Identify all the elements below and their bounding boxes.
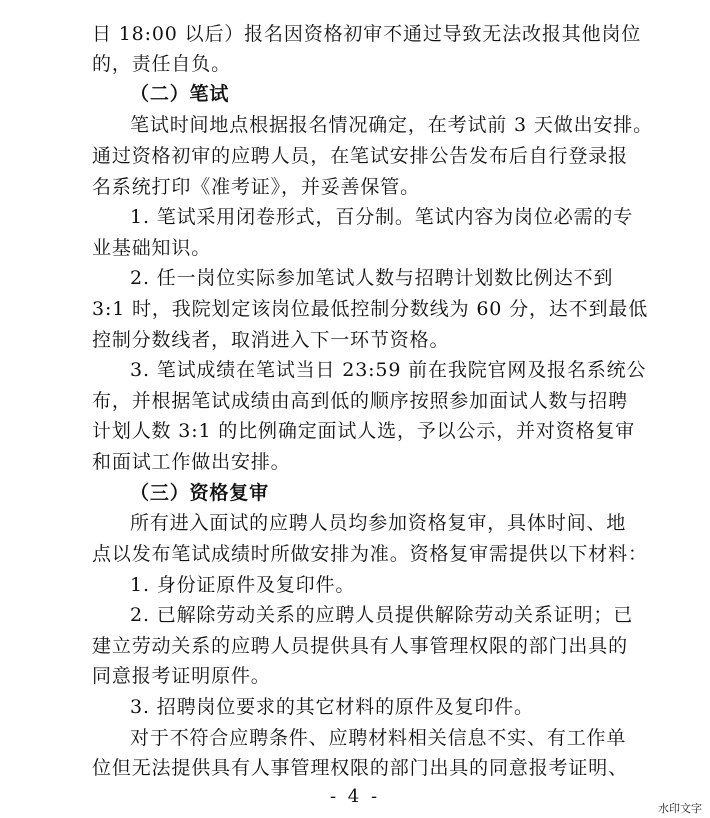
text-line-23: 3. 招聘岗位要求的其它材料的原件及复印件。 [130, 696, 534, 718]
text-line-2: 的，责任自负。 [92, 53, 231, 75]
text-line-22: 同意报考证明原件。 [92, 665, 271, 687]
text-line-24: 对于不符合应聘条件、应聘材料相关信息不实、有工作单 [130, 727, 627, 749]
text-line-5: 通过资格初审的应聘人员，在笔试安排公告发布后自行登录报 [92, 145, 628, 167]
text-line-4: 笔试时间地点根据报名情况确定，在考试前 3 天做出安排。 [130, 114, 653, 136]
text-line-20: 2. 已解除劳动关系的应聘人员提供解除劳动关系证明；已 [130, 604, 634, 626]
text-line-9: 2. 任一岗位实际参加笔试人数与招聘计划数比例达不到 [130, 267, 614, 289]
section-heading-qualification-review: （三）资格复审 [130, 482, 269, 504]
section-heading-written-exam: （二）笔试 [130, 83, 230, 105]
text-line-17: 所有进入面试的应聘人员均参加资格复审，具体时间、地 [130, 512, 627, 534]
text-line-15: 和面试工作做出安排。 [92, 451, 291, 473]
text-line-11: 控制分数线者，取消进入下一环节资格。 [92, 329, 450, 351]
text-line-21: 建立劳动关系的应聘人员提供具有人事管理权限的部门出具的 [92, 635, 628, 657]
watermark-text: 水印文字 [658, 802, 702, 815]
text-line-14: 计划人数 3:1 的比例确定面试人选，予以公示，并对资格复审 [92, 420, 636, 442]
text-line-1: 日 18:00 以后）报名因资格初审不通过导致无法改报其他岗位 [92, 23, 642, 45]
text-line-25: 位但无法提供具有人事管理权限的部门出具的同意报考证明、 [92, 757, 628, 779]
text-line-18: 点以发布笔试成绩时所做安排为准。资格复审需提供以下材料： [92, 543, 648, 565]
text-line-10: 3:1 时，我院划定该岗位最低控制分数线为 60 分，达不到最低 [92, 298, 649, 320]
text-line-6: 名系统打印《准考证》，并妥善保管。 [92, 176, 420, 198]
text-line-8: 业基础知识。 [92, 237, 212, 259]
text-line-13: 布，并根据笔试成绩由高到低的顺序按照参加面试人数与招聘 [92, 390, 628, 412]
page-number: - 4 - [329, 786, 381, 807]
text-line-19: 1. 身份证原件及复印件。 [130, 574, 356, 596]
text-line-12: 3. 笔试成绩在笔试当日 23:59 前在我院官网及报名系统公 [130, 359, 647, 381]
text-line-7: 1. 笔试采用闭卷形式，百分制。笔试内容为岗位必需的专 [130, 206, 634, 228]
